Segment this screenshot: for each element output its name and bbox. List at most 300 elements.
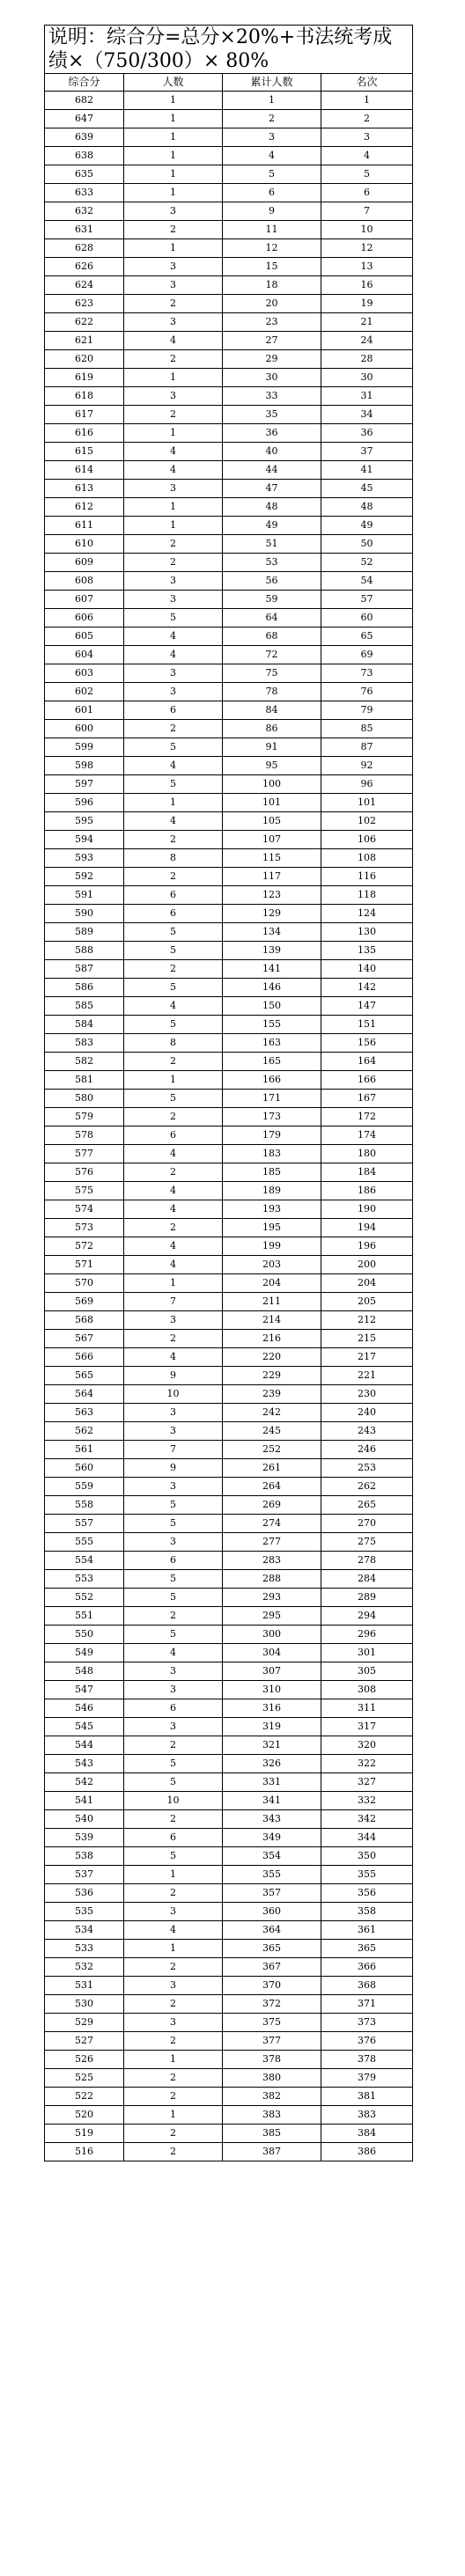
- cell-rank: 5: [321, 165, 413, 184]
- cell-count: 2: [124, 960, 223, 979]
- cell-count: 2: [124, 1884, 223, 1903]
- cell-cumulative-count: 47: [223, 480, 321, 498]
- cell-rank: 221: [321, 1367, 413, 1385]
- cell-composite-score: 592: [45, 868, 124, 886]
- cell-count: 1: [124, 165, 223, 184]
- table-row: [45, 2032, 413, 2051]
- cell-rank: 2: [321, 110, 413, 128]
- table-row: [45, 1422, 413, 1441]
- cell-count: 3: [124, 1404, 223, 1422]
- cell-cumulative-count: 75: [223, 664, 321, 683]
- cell-rank: 41: [321, 461, 413, 480]
- cell-composite-score: 547: [45, 1681, 124, 1699]
- cell-composite-score: 631: [45, 221, 124, 239]
- cell-rank: 96: [321, 775, 413, 794]
- cell-composite-score: 551: [45, 1607, 124, 1626]
- cell-count: 2: [124, 1163, 223, 1182]
- cell-composite-score: 594: [45, 831, 124, 849]
- cell-rank: 305: [321, 1662, 413, 1681]
- cell-count: 3: [124, 387, 223, 406]
- table-row: [45, 572, 413, 591]
- cell-cumulative-count: 40: [223, 443, 321, 461]
- cell-rank: 69: [321, 646, 413, 664]
- cell-count: 3: [124, 1977, 223, 1995]
- cell-count: 2: [124, 1330, 223, 1348]
- cell-cumulative-count: 269: [223, 1496, 321, 1515]
- table-row: [45, 757, 413, 775]
- cell-count: 1: [124, 1274, 223, 1293]
- cell-composite-score: 573: [45, 1219, 124, 1237]
- cell-count: 1: [124, 517, 223, 535]
- cell-count: 4: [124, 332, 223, 350]
- cell-cumulative-count: 72: [223, 646, 321, 664]
- cell-rank: 135: [321, 942, 413, 960]
- table-row: [45, 2125, 413, 2143]
- cell-count: 6: [124, 1829, 223, 1847]
- cell-composite-score: 574: [45, 1200, 124, 1219]
- cell-cumulative-count: 100: [223, 775, 321, 794]
- cell-composite-score: 600: [45, 720, 124, 738]
- table-row: [45, 868, 413, 886]
- cell-cumulative-count: 377: [223, 2032, 321, 2051]
- cell-rank: 106: [321, 831, 413, 849]
- cell-rank: 140: [321, 960, 413, 979]
- cell-cumulative-count: 229: [223, 1367, 321, 1385]
- cell-composite-score: 532: [45, 1958, 124, 1977]
- cell-rank: 217: [321, 1348, 413, 1367]
- cell-count: 2: [124, 720, 223, 738]
- cell-count: 6: [124, 701, 223, 720]
- table-row: [45, 1182, 413, 1200]
- table-row: [45, 1108, 413, 1127]
- cell-composite-score: 682: [45, 92, 124, 110]
- table-row: [45, 535, 413, 554]
- cell-cumulative-count: 321: [223, 1736, 321, 1755]
- cell-cumulative-count: 331: [223, 1773, 321, 1792]
- cell-rank: 278: [321, 1552, 413, 1570]
- cell-count: 3: [124, 2014, 223, 2032]
- table-row: [45, 1016, 413, 1034]
- table-row: [45, 1755, 413, 1773]
- table-row: [45, 1699, 413, 1718]
- cell-cumulative-count: 146: [223, 979, 321, 997]
- cell-rank: 57: [321, 591, 413, 609]
- cell-cumulative-count: 49: [223, 517, 321, 535]
- cell-composite-score: 607: [45, 591, 124, 609]
- cell-composite-score: 552: [45, 1589, 124, 1607]
- cell-composite-score: 626: [45, 258, 124, 276]
- table-row: [45, 221, 413, 239]
- cell-rank: 371: [321, 1995, 413, 2014]
- table-row: [45, 1792, 413, 1810]
- cell-rank: 28: [321, 350, 413, 369]
- cell-composite-score: 535: [45, 1903, 124, 1921]
- cell-rank: 156: [321, 1034, 413, 1053]
- cell-count: 3: [124, 1311, 223, 1330]
- table-row: [45, 1847, 413, 1866]
- cell-composite-score: 584: [45, 1016, 124, 1034]
- formula-note: [45, 26, 413, 74]
- cell-cumulative-count: 155: [223, 1016, 321, 1034]
- cell-rank: 45: [321, 480, 413, 498]
- header-count: 人数: [124, 74, 223, 92]
- table-row: [45, 1884, 413, 1903]
- cell-cumulative-count: 383: [223, 2106, 321, 2125]
- cell-composite-score: 530: [45, 1995, 124, 2014]
- cell-rank: 381: [321, 2088, 413, 2106]
- cell-cumulative-count: 36: [223, 424, 321, 443]
- cell-rank: 184: [321, 1163, 413, 1182]
- cell-rank: 118: [321, 886, 413, 905]
- cell-composite-score: 545: [45, 1718, 124, 1736]
- table-row: [45, 775, 413, 794]
- cell-rank: 327: [321, 1773, 413, 1792]
- cell-count: 4: [124, 1237, 223, 1256]
- cell-composite-score: 647: [45, 110, 124, 128]
- cell-cumulative-count: 123: [223, 886, 321, 905]
- cell-composite-score: 568: [45, 1311, 124, 1330]
- cell-composite-score: 555: [45, 1533, 124, 1552]
- cell-count: 6: [124, 886, 223, 905]
- cell-rank: 30: [321, 369, 413, 387]
- cell-count: 6: [124, 905, 223, 923]
- cell-composite-score: 546: [45, 1699, 124, 1718]
- table-row: [45, 1293, 413, 1311]
- cell-count: 1: [124, 184, 223, 202]
- cell-count: 5: [124, 1016, 223, 1034]
- cell-count: 3: [124, 1903, 223, 1921]
- cell-composite-score: 633: [45, 184, 124, 202]
- cell-rank: 350: [321, 1847, 413, 1866]
- header-composite-score: 综合分: [45, 74, 124, 92]
- table-row: [45, 1589, 413, 1607]
- cell-composite-score: 576: [45, 1163, 124, 1182]
- cell-composite-score: 595: [45, 812, 124, 831]
- cell-rank: 373: [321, 2014, 413, 2032]
- cell-cumulative-count: 173: [223, 1108, 321, 1127]
- table-row: [45, 1404, 413, 1422]
- cell-composite-score: 543: [45, 1755, 124, 1773]
- table-row: [45, 147, 413, 165]
- cell-cumulative-count: 316: [223, 1699, 321, 1718]
- cell-rank: 13: [321, 258, 413, 276]
- cell-cumulative-count: 78: [223, 683, 321, 701]
- cell-count: 4: [124, 461, 223, 480]
- table-row: [45, 1829, 413, 1847]
- cell-rank: 205: [321, 1293, 413, 1311]
- table-row: [45, 1552, 413, 1570]
- cell-cumulative-count: 211: [223, 1293, 321, 1311]
- cell-rank: 101: [321, 794, 413, 812]
- cell-cumulative-count: 33: [223, 387, 321, 406]
- cell-cumulative-count: 364: [223, 1921, 321, 1940]
- cell-composite-score: 606: [45, 609, 124, 627]
- cell-count: 9: [124, 1459, 223, 1478]
- cell-rank: 92: [321, 757, 413, 775]
- cell-cumulative-count: 129: [223, 905, 321, 923]
- cell-count: 3: [124, 1422, 223, 1441]
- cell-rank: 383: [321, 2106, 413, 2125]
- cell-count: 2: [124, 1995, 223, 2014]
- table-row: [45, 480, 413, 498]
- cell-composite-score: 582: [45, 1053, 124, 1071]
- cell-composite-score: 522: [45, 2088, 124, 2106]
- table-row: [45, 2051, 413, 2069]
- table-row: [45, 2069, 413, 2088]
- cell-rank: 73: [321, 664, 413, 683]
- cell-composite-score: 569: [45, 1293, 124, 1311]
- cell-composite-score: 613: [45, 480, 124, 498]
- cell-rank: 1: [321, 92, 413, 110]
- cell-rank: 37: [321, 443, 413, 461]
- cell-cumulative-count: 199: [223, 1237, 321, 1256]
- cell-cumulative-count: 64: [223, 609, 321, 627]
- cell-composite-score: 589: [45, 923, 124, 942]
- cell-rank: 34: [321, 406, 413, 424]
- cell-count: 1: [124, 1940, 223, 1958]
- cell-count: 2: [124, 2069, 223, 2088]
- cell-cumulative-count: 15: [223, 258, 321, 276]
- cell-cumulative-count: 304: [223, 1644, 321, 1662]
- cell-cumulative-count: 68: [223, 627, 321, 646]
- cell-composite-score: 601: [45, 701, 124, 720]
- cell-count: 5: [124, 942, 223, 960]
- table-row: [45, 1127, 413, 1145]
- cell-count: 2: [124, 554, 223, 572]
- table-row: [45, 92, 413, 110]
- cell-count: 1: [124, 1071, 223, 1090]
- cell-count: 10: [124, 1385, 223, 1404]
- cell-rank: 10: [321, 221, 413, 239]
- cell-count: 5: [124, 1755, 223, 1773]
- cell-rank: 151: [321, 1016, 413, 1034]
- cell-cumulative-count: 214: [223, 1311, 321, 1330]
- cell-composite-score: 527: [45, 2032, 124, 2051]
- cell-composite-score: 622: [45, 313, 124, 332]
- cell-count: 3: [124, 1681, 223, 1699]
- cell-count: 2: [124, 350, 223, 369]
- cell-composite-score: 525: [45, 2069, 124, 2088]
- table-row: [45, 1256, 413, 1274]
- cell-count: 3: [124, 683, 223, 701]
- cell-composite-score: 599: [45, 738, 124, 757]
- cell-composite-score: 632: [45, 202, 124, 221]
- table-row: [45, 627, 413, 646]
- cell-count: 8: [124, 1034, 223, 1053]
- cell-count: 3: [124, 313, 223, 332]
- table-row: [45, 2088, 413, 2106]
- cell-cumulative-count: 372: [223, 1995, 321, 2014]
- cell-rank: 365: [321, 1940, 413, 1958]
- cell-composite-score: 562: [45, 1422, 124, 1441]
- table-row: [45, 1478, 413, 1496]
- cell-rank: 358: [321, 1903, 413, 1921]
- cell-composite-score: 570: [45, 1274, 124, 1293]
- cell-rank: 344: [321, 1829, 413, 1847]
- table-row: [45, 1736, 413, 1755]
- cell-composite-score: 605: [45, 627, 124, 646]
- table-row: [45, 1145, 413, 1163]
- cell-composite-score: 604: [45, 646, 124, 664]
- table-row: [45, 1718, 413, 1736]
- cell-composite-score: 516: [45, 2143, 124, 2161]
- cell-count: 4: [124, 1256, 223, 1274]
- cell-cumulative-count: 95: [223, 757, 321, 775]
- cell-composite-score: 550: [45, 1626, 124, 1644]
- cell-composite-score: 615: [45, 443, 124, 461]
- cell-cumulative-count: 4: [223, 147, 321, 165]
- cell-rank: 174: [321, 1127, 413, 1145]
- cell-count: 1: [124, 147, 223, 165]
- cell-count: 5: [124, 609, 223, 627]
- cell-rank: 65: [321, 627, 413, 646]
- cell-cumulative-count: 44: [223, 461, 321, 480]
- score-rank-table: [44, 25, 413, 2161]
- cell-rank: 296: [321, 1626, 413, 1644]
- table-row: [45, 443, 413, 461]
- cell-cumulative-count: 367: [223, 1958, 321, 1977]
- cell-composite-score: 619: [45, 369, 124, 387]
- table-row: [45, 664, 413, 683]
- cell-count: 2: [124, 1219, 223, 1237]
- cell-composite-score: 609: [45, 554, 124, 572]
- cell-composite-score: 557: [45, 1515, 124, 1533]
- cell-cumulative-count: 179: [223, 1127, 321, 1145]
- cell-cumulative-count: 189: [223, 1182, 321, 1200]
- cell-rank: 52: [321, 554, 413, 572]
- cell-composite-score: 578: [45, 1127, 124, 1145]
- cell-cumulative-count: 216: [223, 1330, 321, 1348]
- table-row: [45, 1496, 413, 1515]
- cell-rank: 361: [321, 1921, 413, 1940]
- table-row: [45, 350, 413, 369]
- cell-rank: 366: [321, 1958, 413, 1977]
- table-row: [45, 1034, 413, 1053]
- cell-count: 3: [124, 664, 223, 683]
- cell-count: 1: [124, 424, 223, 443]
- table-row: [45, 1071, 413, 1090]
- table-row: [45, 1459, 413, 1478]
- cell-rank: 320: [321, 1736, 413, 1755]
- cell-composite-score: 539: [45, 1829, 124, 1847]
- cell-rank: 124: [321, 905, 413, 923]
- table-row: [45, 239, 413, 258]
- cell-rank: 21: [321, 313, 413, 332]
- cell-count: 2: [124, 295, 223, 313]
- cell-cumulative-count: 18: [223, 276, 321, 295]
- header-rank: 名次: [321, 74, 413, 92]
- cell-count: 4: [124, 443, 223, 461]
- table-row: [45, 1977, 413, 1995]
- cell-count: 5: [124, 1847, 223, 1866]
- cell-count: 1: [124, 110, 223, 128]
- table-row: [45, 1090, 413, 1108]
- header-cumulative-count: 累计人数: [223, 74, 321, 92]
- cell-cumulative-count: 319: [223, 1718, 321, 1736]
- cell-composite-score: 559: [45, 1478, 124, 1496]
- cell-composite-score: 638: [45, 147, 124, 165]
- cell-cumulative-count: 195: [223, 1219, 321, 1237]
- cell-count: 2: [124, 1607, 223, 1626]
- cell-cumulative-count: 245: [223, 1422, 321, 1441]
- cell-count: 5: [124, 1515, 223, 1533]
- table-row: [45, 831, 413, 849]
- table-row: [45, 1311, 413, 1330]
- cell-rank: 85: [321, 720, 413, 738]
- cell-rank: 49: [321, 517, 413, 535]
- table-row: [45, 923, 413, 942]
- cell-rank: 60: [321, 609, 413, 627]
- cell-rank: 317: [321, 1718, 413, 1736]
- cell-rank: 289: [321, 1589, 413, 1607]
- table-row: [45, 554, 413, 572]
- cell-count: 4: [124, 997, 223, 1016]
- cell-composite-score: 590: [45, 905, 124, 923]
- cell-composite-score: 603: [45, 664, 124, 683]
- cell-rank: 322: [321, 1755, 413, 1773]
- cell-rank: 142: [321, 979, 413, 997]
- cell-rank: 31: [321, 387, 413, 406]
- cell-cumulative-count: 264: [223, 1478, 321, 1496]
- table-row: [45, 609, 413, 627]
- cell-rank: 386: [321, 2143, 413, 2161]
- cell-composite-score: 526: [45, 2051, 124, 2069]
- cell-cumulative-count: 12: [223, 239, 321, 258]
- cell-count: 2: [124, 1108, 223, 1127]
- cell-cumulative-count: 261: [223, 1459, 321, 1478]
- cell-count: 3: [124, 258, 223, 276]
- cell-count: 4: [124, 1644, 223, 1662]
- cell-rank: 180: [321, 1145, 413, 1163]
- table-row: [45, 1866, 413, 1884]
- cell-cumulative-count: 343: [223, 1810, 321, 1829]
- cell-rank: 215: [321, 1330, 413, 1348]
- cell-cumulative-count: 349: [223, 1829, 321, 1847]
- cell-count: 1: [124, 239, 223, 258]
- cell-count: 9: [124, 1367, 223, 1385]
- cell-cumulative-count: 277: [223, 1533, 321, 1552]
- cell-rank: 76: [321, 683, 413, 701]
- cell-cumulative-count: 84: [223, 701, 321, 720]
- cell-rank: 356: [321, 1884, 413, 1903]
- cell-count: 1: [124, 369, 223, 387]
- cell-count: 3: [124, 591, 223, 609]
- table-row: [45, 905, 413, 923]
- cell-composite-score: 624: [45, 276, 124, 295]
- cell-rank: 147: [321, 997, 413, 1016]
- cell-rank: 379: [321, 2069, 413, 2088]
- table-row: [45, 997, 413, 1016]
- table-row: [45, 517, 413, 535]
- cell-cumulative-count: 375: [223, 2014, 321, 2032]
- table-row: [45, 461, 413, 480]
- cell-cumulative-count: 35: [223, 406, 321, 424]
- cell-rank: 108: [321, 849, 413, 868]
- cell-composite-score: 533: [45, 1940, 124, 1958]
- cell-cumulative-count: 293: [223, 1589, 321, 1607]
- cell-cumulative-count: 171: [223, 1090, 321, 1108]
- cell-rank: 16: [321, 276, 413, 295]
- cell-count: 4: [124, 1200, 223, 1219]
- cell-cumulative-count: 370: [223, 1977, 321, 1995]
- cell-cumulative-count: 385: [223, 2125, 321, 2143]
- cell-count: 5: [124, 979, 223, 997]
- cell-count: 4: [124, 646, 223, 664]
- cell-rank: 376: [321, 2032, 413, 2051]
- table-row: [45, 812, 413, 831]
- cell-cumulative-count: 300: [223, 1626, 321, 1644]
- table-row: [45, 387, 413, 406]
